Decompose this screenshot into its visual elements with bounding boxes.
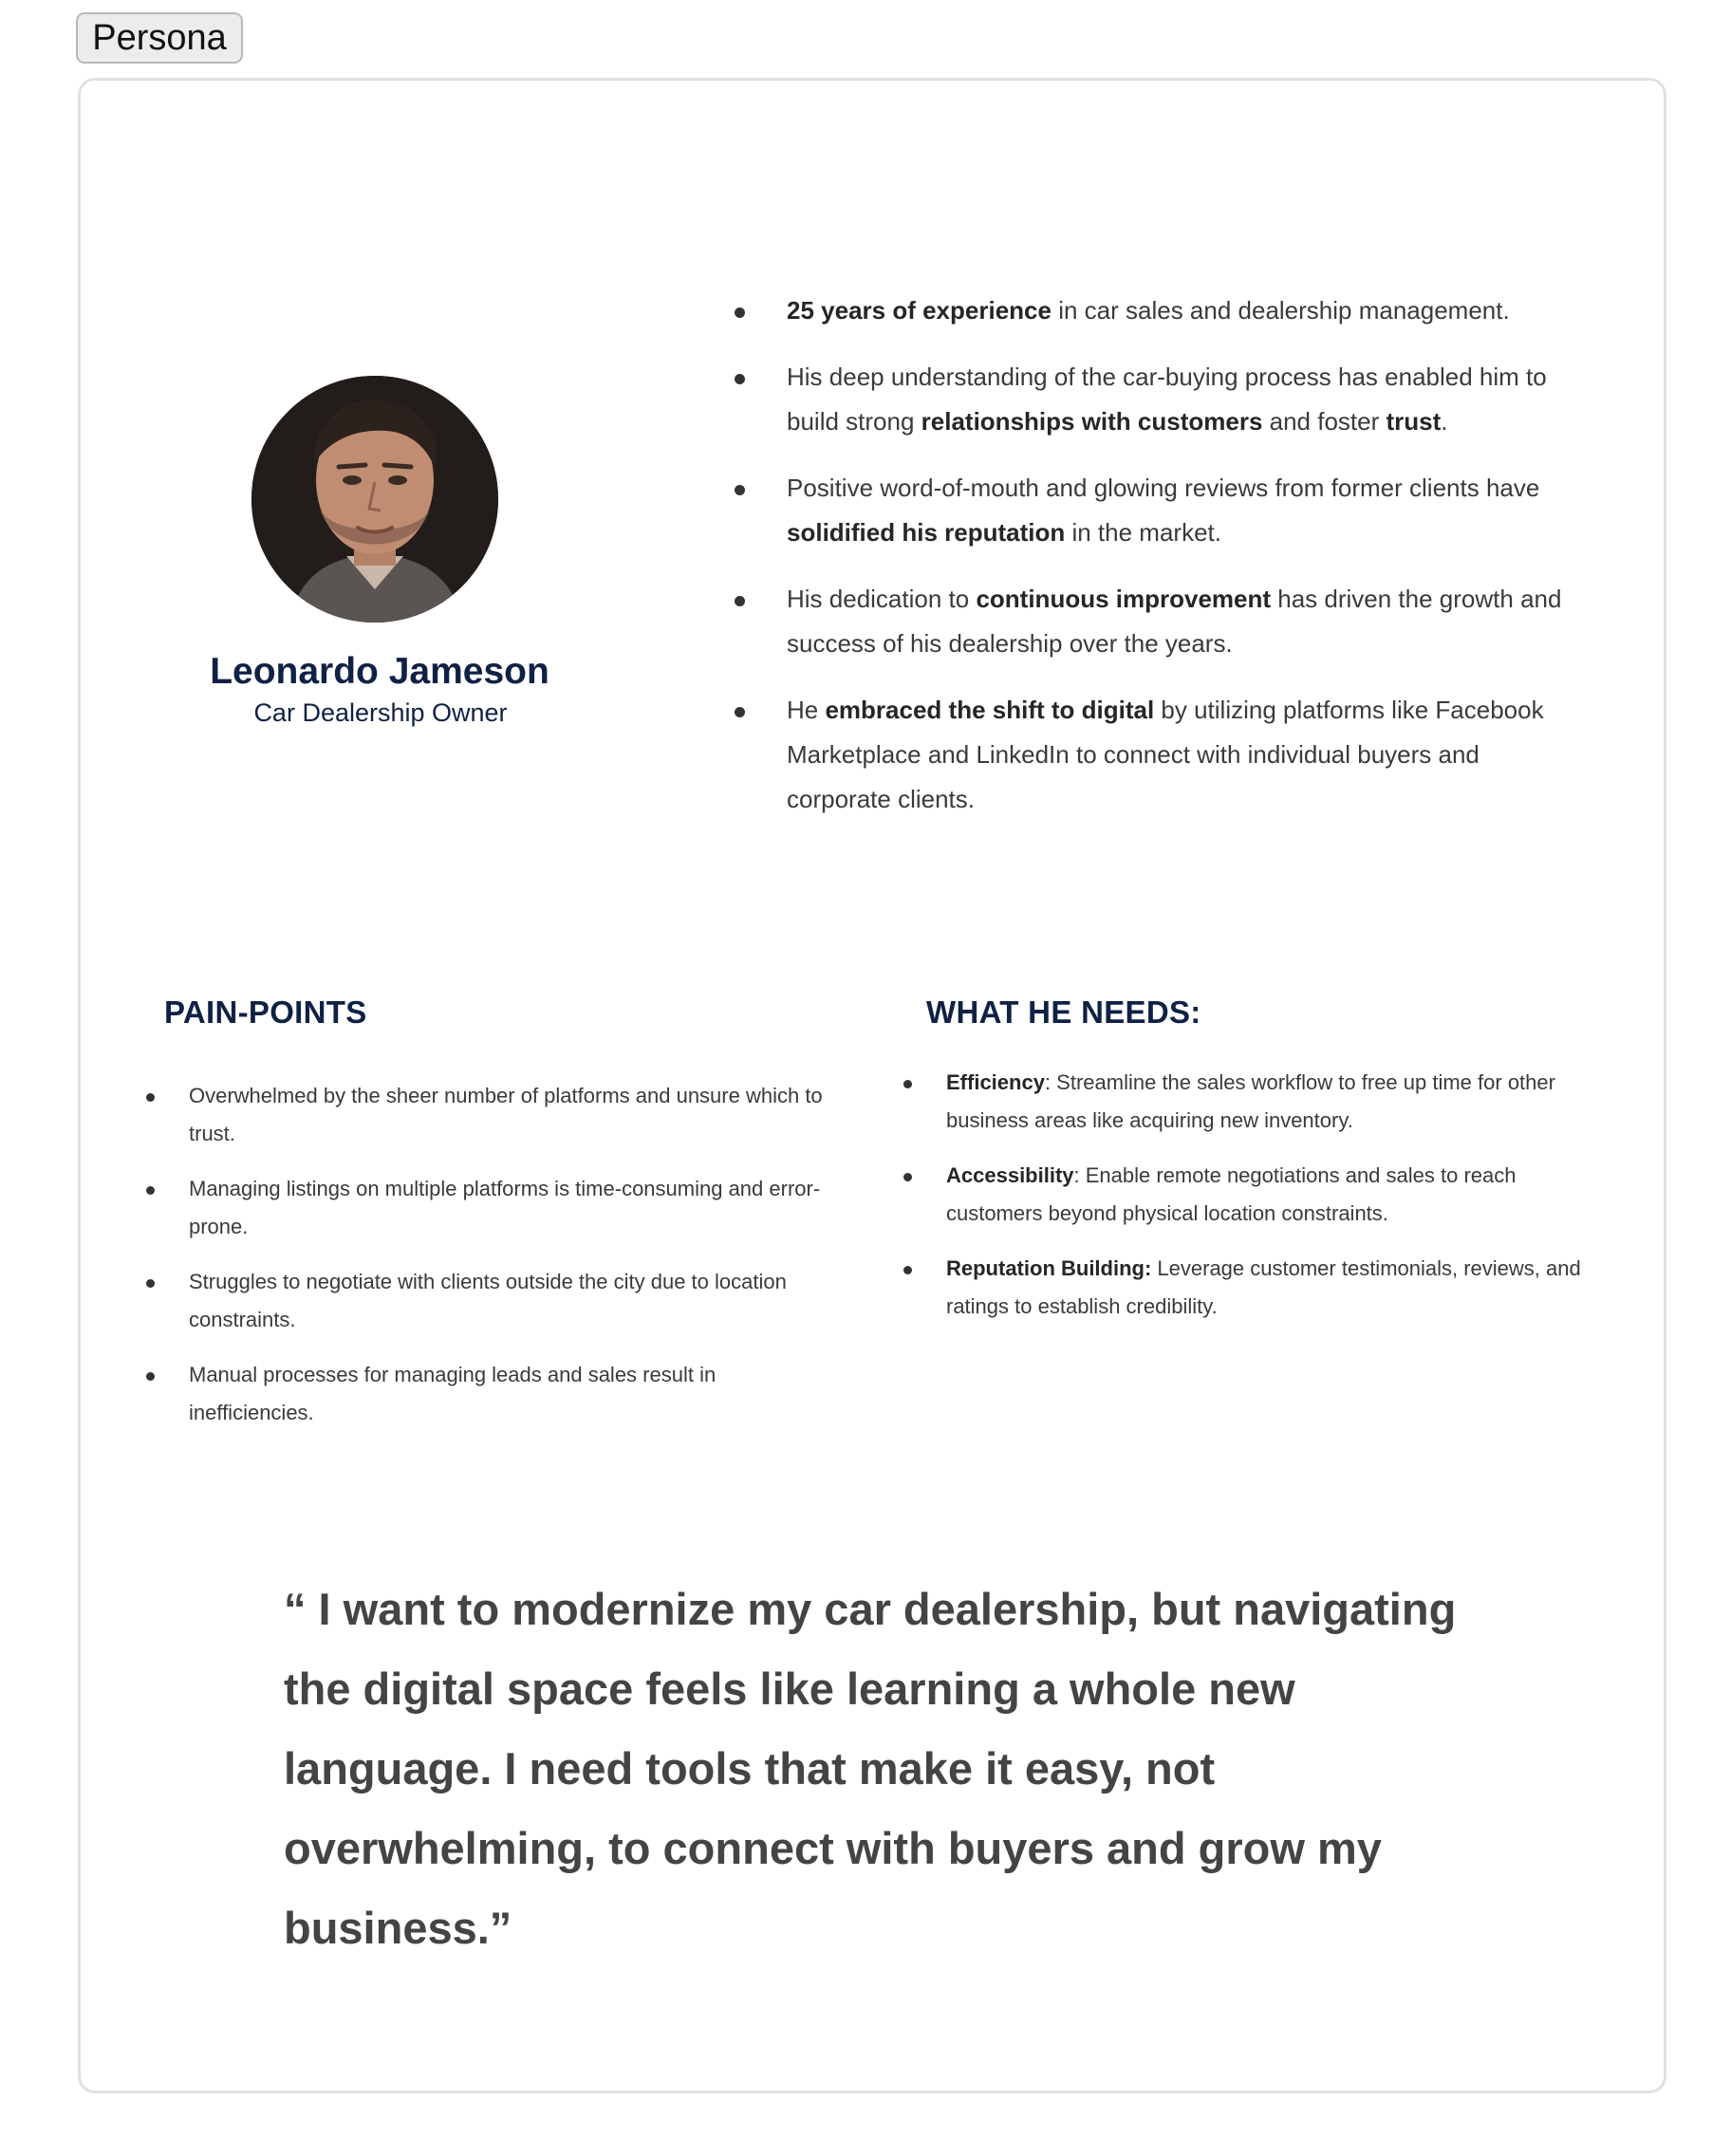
persona-quote: “ I want to modernize my car dealership, but navigating the digital space feels like learning a whole new language. I need tools that make it easy, not overwhelming, to connect with buyers and grow my business.” [284, 1584, 1457, 1953]
need-item [898, 1250, 1610, 1326]
portrait-photo-icon [251, 376, 498, 623]
pain-points-title: PAIN-POINTS [164, 994, 367, 1030]
bio-text: solidified his reputation [787, 518, 1066, 547]
bio-text: trust [1386, 407, 1442, 436]
pain-point-item: Overwhelmed by the sheer number of platforms and unsure which to trust. [140, 1077, 824, 1153]
bio-text: and foster [1262, 407, 1387, 436]
need-label: Accessibility [946, 1163, 1074, 1187]
persona-name: Leonardo Jameson [210, 651, 549, 692]
need-item [898, 1064, 1610, 1140]
need-label: Efficiency [946, 1070, 1045, 1094]
bio-text: 25 years of experience [787, 296, 1052, 325]
need-text: Enable remote negotiations and sales to reach customers beyond physical location constraints. [946, 1163, 1517, 1225]
need-label: Reputation Building: [946, 1256, 1152, 1280]
bio-text: relationships with customers [921, 407, 1263, 436]
needs-list [898, 1064, 1610, 1343]
bio-text: continuous improvement [976, 585, 1272, 613]
avatar [251, 376, 498, 623]
bio-text: in the market. [1065, 518, 1221, 547]
bio-item [729, 688, 1564, 822]
pain-points-list [140, 1077, 824, 1449]
need-separator: : [1073, 1163, 1080, 1187]
bio-item [729, 288, 1564, 333]
pain-point-item: Manual processes for managing leads and sales result in inefficiencies. [140, 1356, 824, 1432]
bio-text: by utilizing platforms like Facebook Marketplace and LinkedIn to connect with individual buyers and corporate clients. [787, 696, 1544, 813]
bio-item [729, 577, 1564, 666]
bio-text: He [787, 696, 826, 724]
pain-point-item: Managing listings on multiple platforms is time-consuming and error-prone. [140, 1170, 824, 1246]
need-text: Streamline the sales workflow to free up time for other business areas like acquiring new inventory. [946, 1070, 1555, 1132]
bio-text: His deep understanding of the car-buying process has enabled him to build strong [787, 362, 1547, 436]
bio-item [729, 355, 1564, 444]
need-item [898, 1157, 1610, 1233]
persona-tag[interactable]: Persona [76, 12, 243, 64]
bio-text: embraced the shift to digital [825, 696, 1155, 724]
need-separator: : [1044, 1070, 1052, 1094]
bio-text: in car sales and dealership management. [1051, 296, 1510, 325]
need-text: Leverage customer testimonials, reviews, and ratings to establish credibility. [946, 1256, 1581, 1318]
bio-text: Positive word-of-mouth and glowing reviews from former clients have [787, 474, 1540, 502]
pain-point-item: Struggles to negotiate with clients outside the city due to location constraints. [140, 1263, 824, 1339]
persona-role: Car Dealership Owner [253, 698, 508, 727]
bio-list [729, 288, 1564, 844]
bio-item [729, 466, 1564, 555]
bio-text: His dedication to [787, 585, 977, 613]
bio-text: . [1441, 407, 1448, 436]
needs-title: WHAT HE NEEDS: [926, 994, 1201, 1030]
bio-text: has driven the growth and success of his dealership over the years. [787, 585, 1562, 658]
